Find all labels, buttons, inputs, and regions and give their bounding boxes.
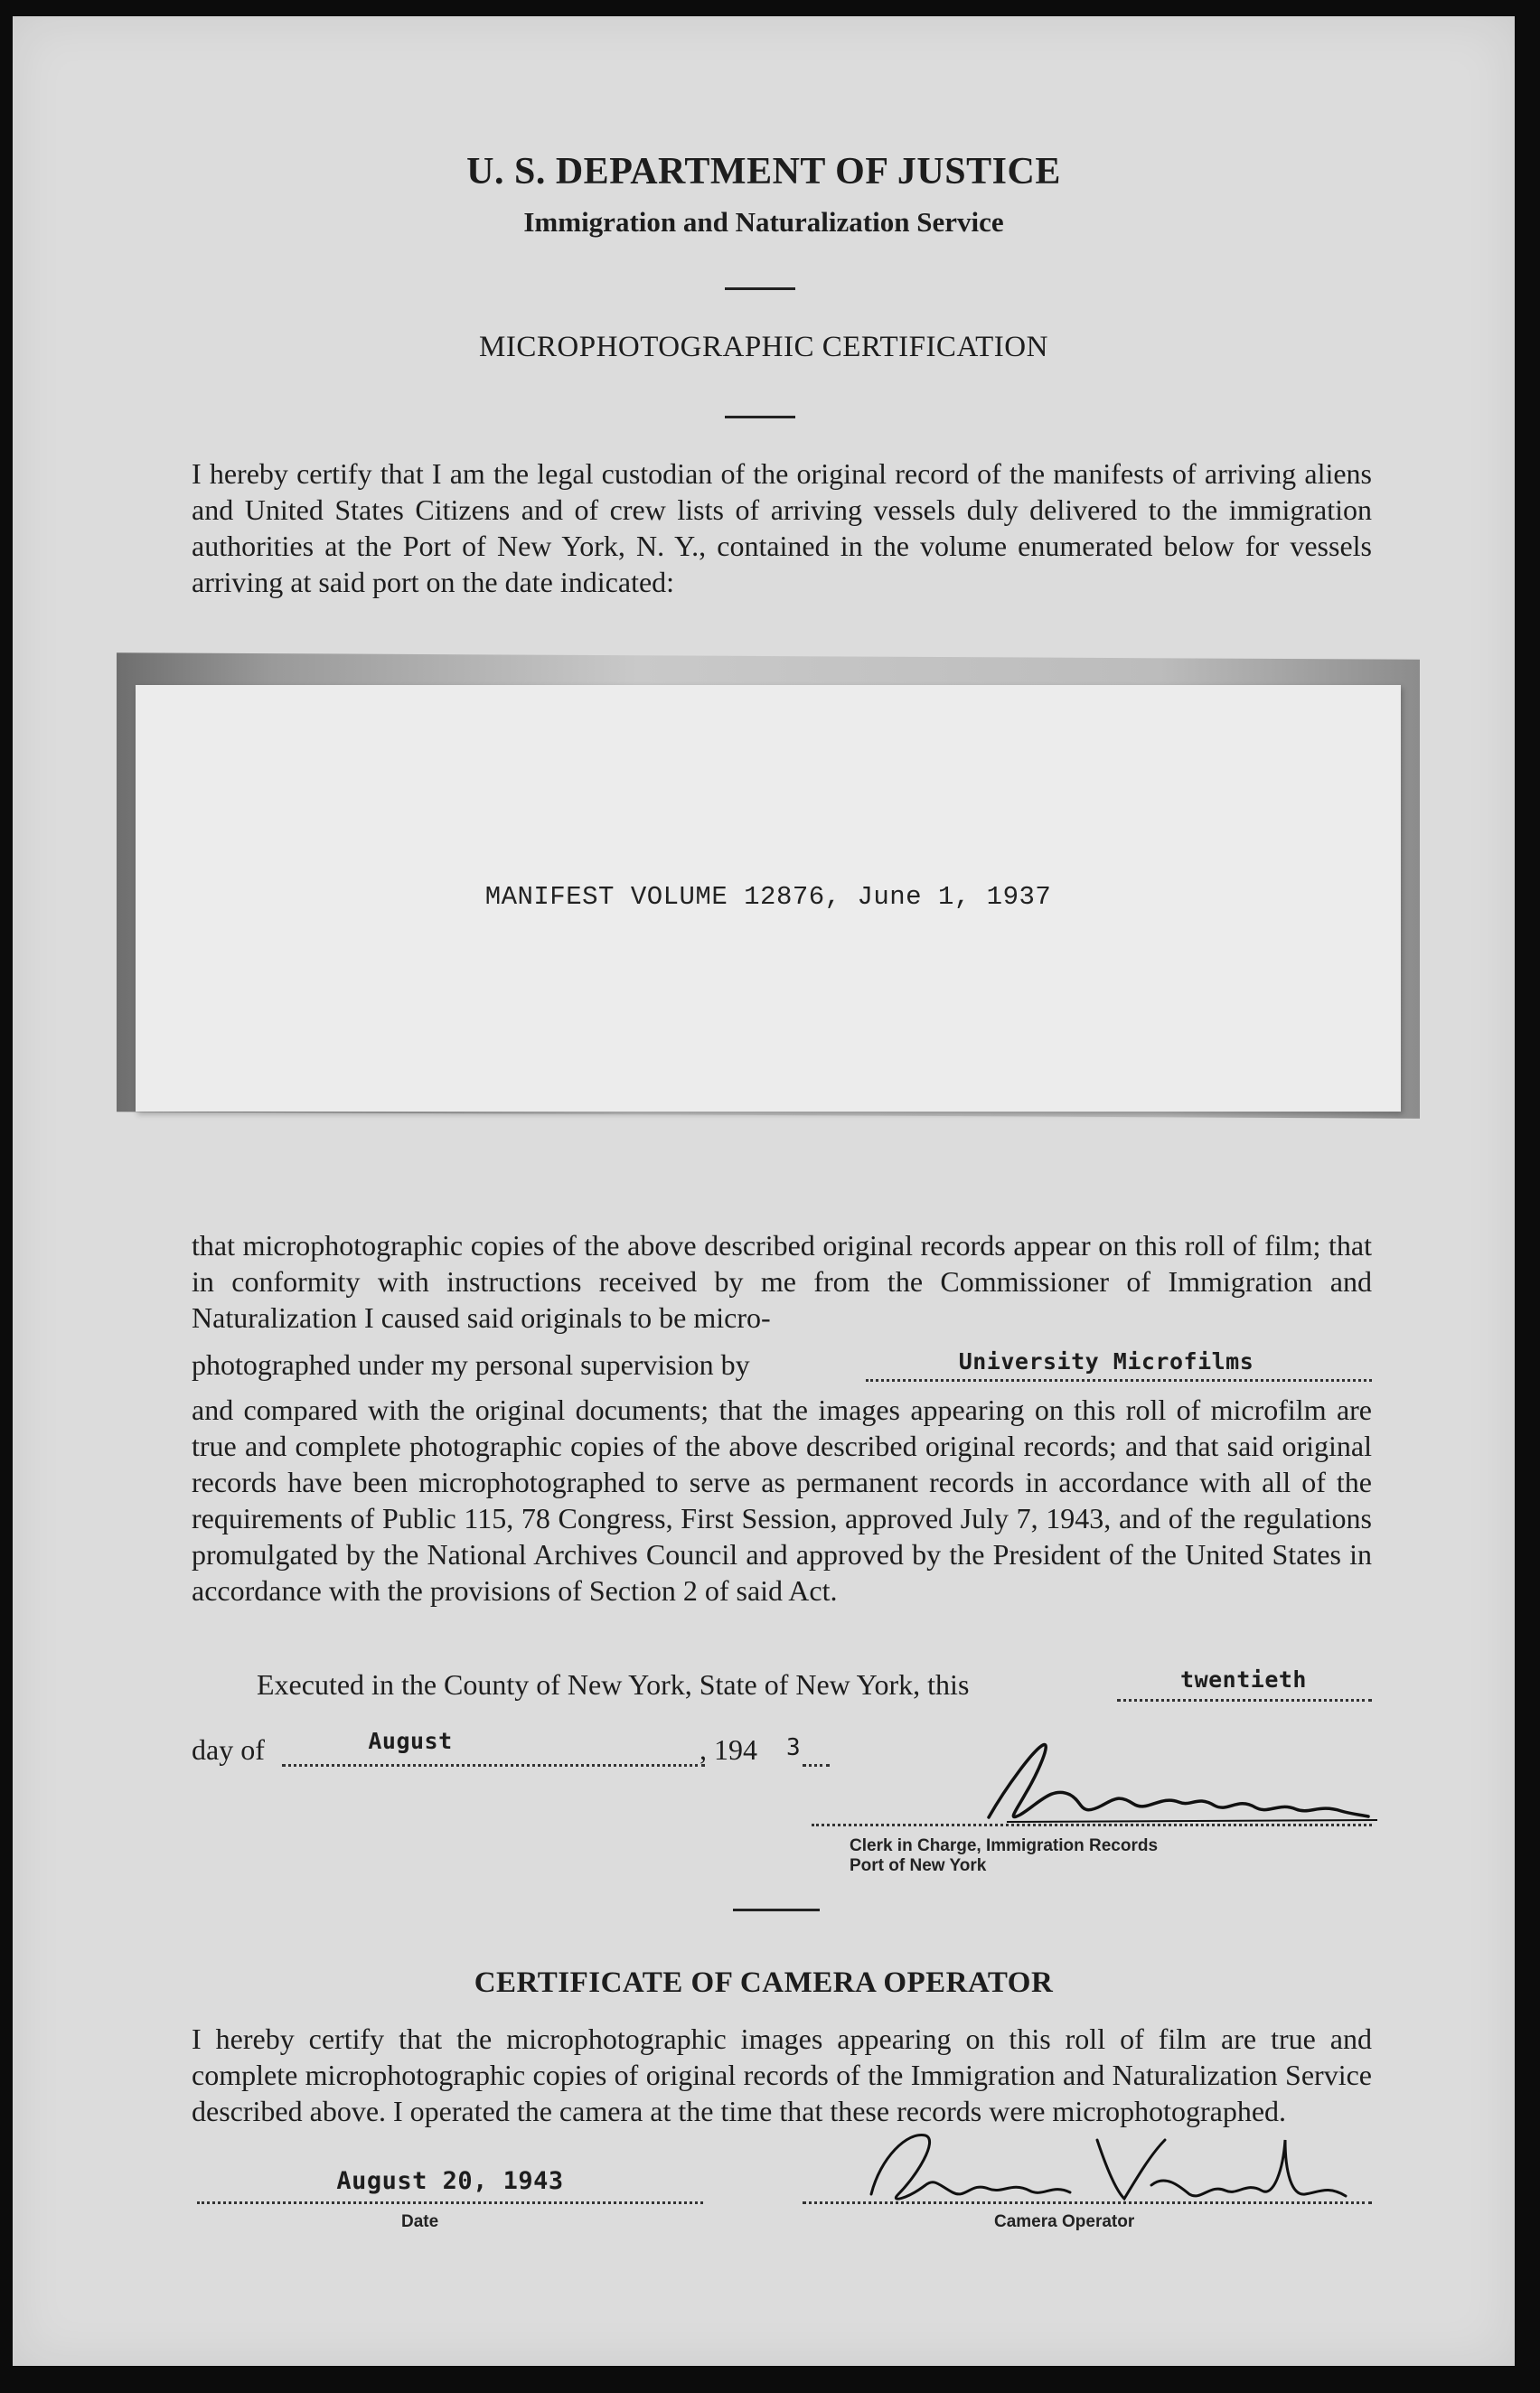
executed-month: August (368, 1728, 453, 1754)
camera-date-value: August 20, 1943 (336, 2167, 564, 2195)
supervisor-name: University Microfilms (958, 1348, 1254, 1375)
year-dotted-line (803, 1764, 830, 1767)
date-label: Date (401, 2212, 439, 2231)
divider-rule (725, 287, 795, 290)
body-paragraph (192, 1227, 1372, 1336)
executed-prefix: Executed in the County of New York, State of New York, this (257, 1668, 970, 1701)
year-digit (786, 1730, 813, 1766)
operator-signature (853, 2122, 1359, 2212)
manifest-volume-text: MANIFEST VOLUME 12876, June 1, 1937 (484, 882, 1052, 912)
certificate-page (13, 16, 1515, 2366)
date-dotted-line (197, 2201, 703, 2204)
executed-line (257, 1666, 1160, 1703)
camera-paragraph-text: I hereby certify that the microphotographic images appearing on this roll of film are true and complete microphotographic copies of original records of the Immigration and Naturalization Service described above. I operated the camera at the time that these records were microphotographed. (192, 2022, 1372, 2127)
clerk-title-line2: Port of New York (850, 1856, 987, 1875)
service-subheading: Immigration and Naturalization Service (523, 206, 1004, 238)
camera-paragraph (192, 2021, 1372, 2129)
clerk-signature (953, 1731, 1377, 1831)
certification-title: MICROPHOTOGRAPHIC CERTIFICATION (479, 331, 1048, 363)
divider-rule (725, 416, 795, 418)
day-dotted-line (1117, 1699, 1372, 1702)
day-of-text: day of (192, 1733, 265, 1766)
year-prefix-text: , 194 (700, 1733, 757, 1766)
department-heading: U. S. DEPARTMENT OF JUSTICE (466, 151, 1061, 192)
year-digit-text: 3 (786, 1734, 801, 1761)
intro-text: I hereby certify that I am the legal custodian of the original record of the manifests of arriving aliens and United States Citizens and of crew lists of arriving vessels duly delivered to the immigration authorities at the Port of New York, N. Y., contained in the volume enumerated below for vessels arriving at said port on the date indicated: (192, 457, 1372, 598)
manifest-slip (136, 685, 1401, 1112)
body-part3: and compared with the original documents; that the images appearing on this roll of microfilm are true and complete photographic copies of the above described original records; and that said original records have been microphotographed to serve as permanent records in accordance with all of the requirements of Public 115, 78 Congress, First Session, approved July 7, 1943, and of the regulations promulgated by the National Archives Council and approved by the President of the United States in accordance with the provisions of Section 2 of said Act. (192, 1394, 1372, 1607)
executed-day: twentieth (1180, 1666, 1307, 1693)
body-paragraph-continued (192, 1392, 1372, 1609)
divider-rule (733, 1909, 820, 1911)
body-part1: that microphotographic copies of the above described original records appear on this roll of film; that in conformity with instructions received by me from the Commissioner of Immigration and Naturalization I caused said originals to be micro- (192, 1229, 1372, 1334)
clerk-title-line1: Clerk in Charge, Immigration Records (850, 1836, 1159, 1855)
supervisor-dotted-line (866, 1379, 1372, 1382)
supervision-prefix: photographed under my personal supervision by (192, 1348, 750, 1381)
camera-certificate-title: CERTIFICATE OF CAMERA OPERATOR (474, 1966, 1054, 1999)
month-dotted-line (282, 1764, 705, 1767)
camera-operator-label: Camera Operator (994, 2212, 1135, 2231)
intro-paragraph (192, 455, 1372, 600)
